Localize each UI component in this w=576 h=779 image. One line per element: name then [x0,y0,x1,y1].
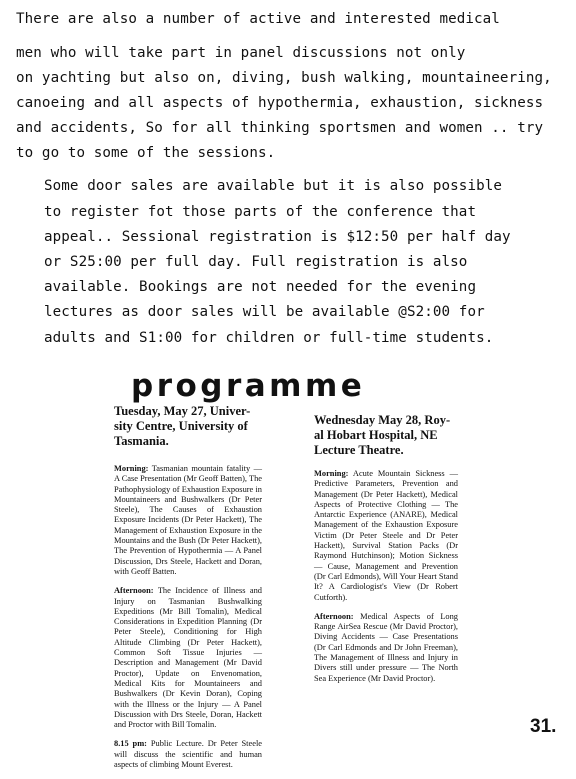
session-text: The Incidence of Illness and Injury on Tasmanian Bushwalking Expeditions (Mr Bill Tomalin), Medical Considerations in Expedition Planning (Dr Peter Steele), Conditioning for High Altitude Climbing (Dr Peter Hackett), Common Soft Tissue Injuries — Description and Management (Mr David Proctor), Update on Envenomation, Medical Kits for Mountaineers and Bushwalkers (Dr Kevin Doran), Coping with the Illness or the Injury — A Panel Discussion with Drs Steele, Doran, Hackett and Proctor with Bill Tomalin. [114,586,262,730]
title-line: Tuesday, May 27, Univer- [114,404,251,418]
tuesday-evening [114,739,262,770]
session-text: Medical Aspects of Long Range AirSea Rescue (Mr David Proctor), Diving Accidents — Case Presentations (Dr Carl Edmonds and Dr John Freeman), The Management of Illness and Injury in Divers still under pressure — The North Sea Experience (Mr David Proctor). [314,611,458,683]
wednesday-body [314,469,458,693]
intro-line: and accidents, So for all thinking sportsmen and women .. try [16,120,544,136]
session-lead: Afternoon: [114,586,154,596]
session-text: Public Lecture. Dr Peter Steele will discuss the scientific and human aspects of climbing Mount Everest. [114,739,262,770]
title-line: al Hobart Hospital, NE [314,428,438,442]
intro-line: on yachting but also on, diving, bush walking, mountaineering, [16,70,552,86]
session-lead: Morning: [314,469,349,478]
session-text: Tasmanian mountain fatality — A Case Presentation (Mr Geoff Batten), The Pathophysiology of Exhaustion Exposure in Mountaineers and Bushwalkers (Dr Peter Steele), The Causes of Exhaustion Exposure Incidents (Dr Peter Hackett), The Management of Exhaustion Exposure in the Mountains and the Bush (Dr Peter Hackett), The Prevention of Hypothermia — A Panel Discussion, Drs Steele, Hackett and Doran, with Geoff Batten. [114,464,262,576]
intro-line: men who will take part in panel discussions not only [16,45,466,61]
tuesday-title [114,404,274,449]
session-lead: Afternoon: [314,611,354,621]
wednesday-afternoon [314,612,458,684]
intro-line: canoeing and all aspects of hypothermia, exhaustion, sickness [16,95,544,111]
door-sales-line: Some door sales are available but it is also possible [44,178,503,194]
tuesday-afternoon [114,586,262,730]
tuesday-morning [114,464,262,577]
door-sales-line: or S25:00 per full day. Full registration is also [44,254,468,270]
tuesday-body [114,464,262,779]
door-sales-line: adults and S1:00 for children or full-time students. [44,330,494,346]
session-text: Acute Mountain Sickness — Predictive Parameters, Prevention and Management (Dr Peter Hackett), Medical Aspects of Protective Clothing — The Antarctic Experience (ANARE), Medical Management of the Exhaustion Exposure Victim (Dr Peter Steele and Dr Peter Hackett), Survival Station Packs (Dr Raymond Hutchinson); Motion Sickness — Cause, Management and Prevention (Dr Carl Edmonds), Will Your Heart Stand It? A Cardiologist's View (Dr Robert Cutforth). [314,469,458,602]
title-line: sity Centre, University of [114,419,248,433]
title-line: Tasmania. [114,434,169,448]
title-line: Wednesday May 28, Roy- [314,413,451,427]
intro-line: to go to some of the sessions. [16,145,276,161]
title-line: Lecture Theatre. [314,443,404,457]
session-lead: 8.15 pm: [114,739,147,749]
intro-line: There are also a number of active and interested medical [16,11,500,27]
door-sales-line: available. Bookings are not needed for the evening [44,279,477,295]
door-sales-line: lectures as door sales will be available @S2:00 for [44,304,485,320]
wednesday-morning [314,469,458,603]
wednesday-title [314,413,474,458]
door-sales-line: appeal.. Sessional registration is $12:50 per half day [44,229,511,245]
session-lead: Morning: [114,464,149,473]
page-number: 31. [530,716,557,737]
door-sales-line: to register fot those parts of the conference that [44,204,477,220]
programme-heading: programme [131,368,366,404]
